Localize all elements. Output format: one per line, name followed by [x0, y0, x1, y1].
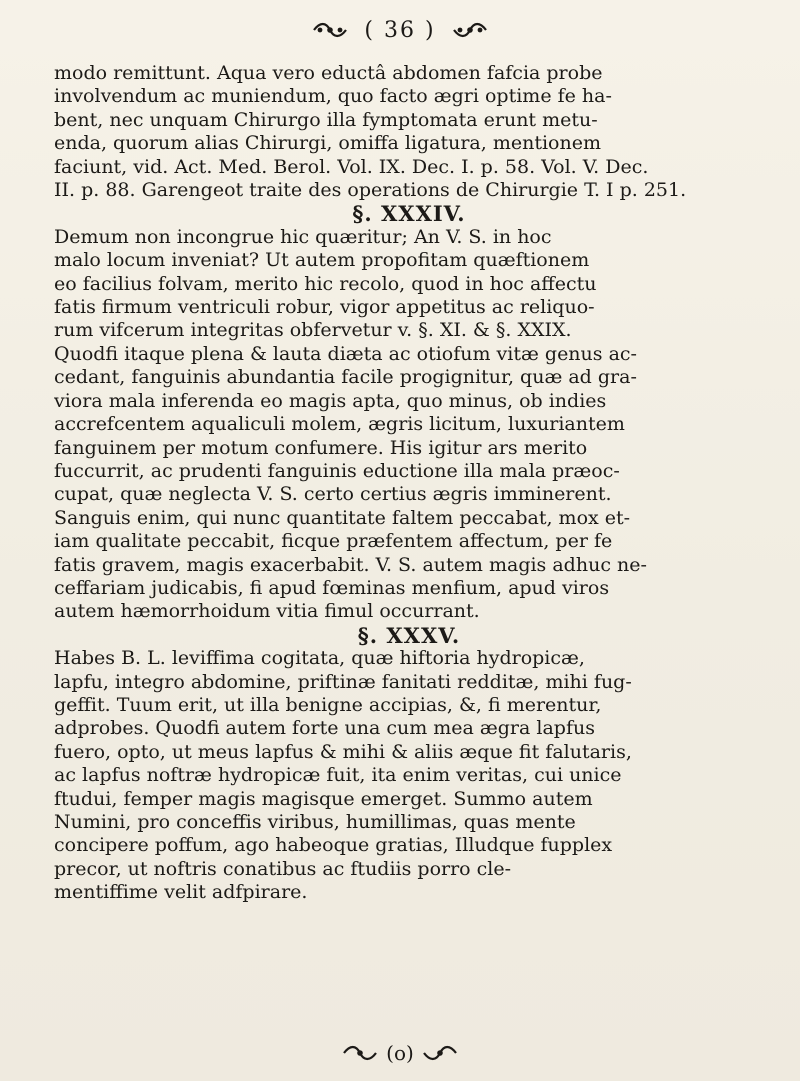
section-heading-35: §. XXXV.: [357, 622, 461, 648]
left-ornament-icon: [312, 20, 348, 40]
text-line: ac lapfus noftræ hydropicæ fuit, ita enim veritas, cui unice: [54, 764, 622, 787]
text-line: Sanguis enim, qui nunc quantitate faltem peccabat, mox et-: [54, 506, 631, 529]
text-line: bent, nec unquam Chirurgo illa fymptomata erunt metu-: [54, 108, 598, 131]
right-ornament-icon: [452, 20, 488, 40]
text-line: ceffariam judicabis, fi apud fœminas menfium, apud viros: [54, 576, 610, 599]
text-line: modo remittunt. Aqua vero eductâ abdomen fafcia probe: [54, 62, 603, 84]
page-number: ( 36 ): [364, 17, 436, 43]
text-line: Habes B. L. leviffima cogitata, quæ hiftoria hydropicæ,: [54, 647, 585, 670]
text-line: Numini, pro conceffis viribus, humillimas, quas mente: [54, 811, 576, 833]
text-line: accrefcentem aqualiculi molem, ægris licitum, luxuriantem: [54, 413, 625, 436]
text-line: adprobes. Quodfi autem forte una cum mea ægra lapfus: [54, 717, 595, 740]
footer-left-ornament-icon: [342, 1043, 378, 1063]
text-line: enda, quorum alias Chirurgi, omiffa ligatura, mentionem: [54, 132, 601, 155]
page-footer: [0, 1038, 800, 1068]
signature-mark: (o): [386, 1041, 414, 1065]
text-line: fatis gravem, magis exacerbabit. V. S. autem magis adhuc ne-: [54, 553, 647, 576]
text-line: ftudui, femper magis magisque emerget. Summo autem: [54, 787, 593, 810]
text-line: cedant, fanguinis abundantia facile progignitur, quæ ad gra-: [54, 366, 637, 389]
text-line: autem hæmorrhoidum vitia fimul occurrant.: [54, 600, 480, 623]
body-text: [54, 62, 764, 905]
text-line: concipere poffum, ago habeoque gratias, Illudque fupplex: [54, 834, 613, 857]
text-line: viora mala inferenda eo magis apta, quo minus, ob indies: [54, 389, 607, 412]
text-line: faciunt, vid. Act. Med. Berol. Vol. IX. Dec. I. p. 58. Vol. V. Dec.: [54, 155, 649, 178]
text-line: fatis firmum ventriculi robur, vigor appetitus ac reliquo-: [54, 296, 595, 319]
text-line: fuero, opto, ut meus lapfus & mihi & aliis æque fit falutaris,: [54, 740, 632, 763]
text-line: involvendum ac muniendum, quo facto ægri optime fe ha-: [54, 85, 612, 108]
text-line: Demum non incongrue hic quæritur; An V. S. in hoc: [54, 225, 552, 248]
text-line: rum vifcerum integritas obfervetur v. §. XI. & §. XXIX.: [54, 319, 572, 342]
text-line: Quodfi itaque plena & lauta diæta ac otiofum vitæ genus ac-: [54, 342, 637, 365]
text-line: precor, ut noftris conatibus ac ftudiis porro cle-: [54, 857, 512, 880]
text-line: fuccurrit, ac prudenti fanguinis eductione illa mala præoc-: [54, 459, 620, 482]
footer-right-ornament-icon: [422, 1043, 458, 1063]
section-heading-34: §. XXXIV.: [352, 201, 466, 227]
text-line: lapfu, integro abdomine, priftinæ fanitati redditæ, mihi fug-: [54, 670, 632, 693]
text-line: iam qualitate peccabit, ficque præfentem affectum, per fe: [54, 530, 613, 553]
text-line: II. p. 88. Garengeot traite des operations de Chirurgie T. I p. 251.: [54, 179, 687, 202]
text-line: malo locum inveniat? Ut autem propofitam quæftionem: [54, 249, 590, 272]
page-header: [0, 10, 800, 50]
text-line: geffit. Tuum erit, ut illa benigne accipias, &, fi merentur,: [54, 693, 602, 716]
text-line: eo facilius folvam, merito hic recolo, quod in hoc affectu: [54, 272, 597, 295]
text-line: cupat, quæ neglecta V. S. certo certius ægris imminerent.: [54, 483, 612, 506]
text-line: fanguinem per motum confumere. His igitur ars merito: [54, 436, 588, 459]
text-line: mentiffime velit adfpirare.: [54, 881, 308, 904]
